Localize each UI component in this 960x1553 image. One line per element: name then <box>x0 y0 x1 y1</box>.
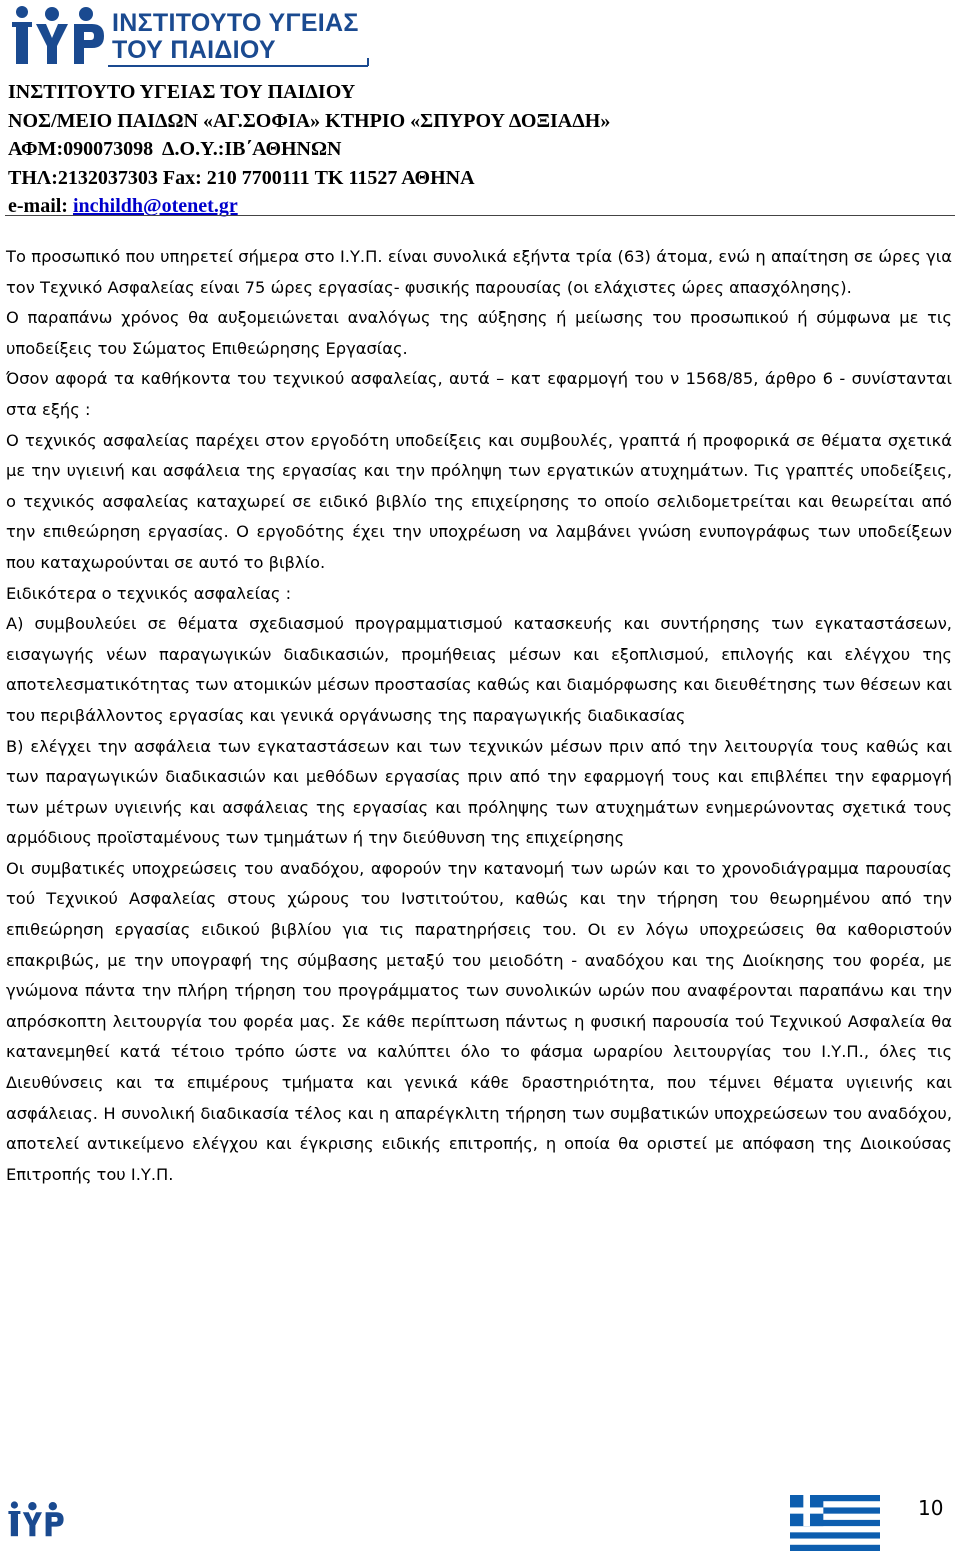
page-number: 10 <box>918 1496 944 1520</box>
paragraph: Όσον αφορά τα καθήκοντα του τεχνικού ασφαλείας, αυτά – κατ εφαρμογή του ν 1568/85, άρθρο 6 - συνίστανται στα εξής : <box>6 369 952 419</box>
header-divider <box>5 215 955 216</box>
email-link[interactable]: inchildh@otenet.gr <box>72 195 238 217</box>
paragraph: Ειδικότερα ο τεχνικός ασφαλείας : <box>6 583 292 603</box>
logo-name-line2: ΤΟΥ ΠΑΙΔΙΟΥ <box>112 36 276 64</box>
paragraph: Α) συμβουλεύει σε θέματα σχεδιασμού προγραμματισμού κατασκευής και συντήρησης των εγκαταστάσεων, εισαγωγής νέων παραγωγικών διαδικασιών, προμήθειας μέσων και εξοπλισμού, επιλογής και ελέγχου της αποτελεσματικότητας των ατομικών μέσων προστασίας καθώς και διαμόρφωσης και διευθέτησης των θέσεων και του περιβάλλοντος εργασίας και γενικά οργάνωσης της παραγωγικής διαδικασίας <box>6 614 952 725</box>
institute-address: ΝΟΣ/ΜΕΙΟ ΠΑΙΔΩΝ «ΑΓ.ΣΟΦΙΑ» ΚΤΗΡΙΟ «ΣΠΥΡΟΥ ΔΟΞΙΑΔΗ» <box>8 109 611 132</box>
paragraph: Ο τεχνικός ασφαλείας παρέχει στον εργοδότη υποδείξεις και συμβουλές, γραπτά ή προφορικά σε θέματα σχετικά με την υγιεινή και ασφάλεια της εργασίας και την πρόληψη των εργατικών ατυχημάτων. Τις γραπτές υποδείξεις, ο τεχνικός ασφαλείας καταχωρεί σε ειδικό βιβλίο της επιχείρησης το οποίο σελιδομετρείται και θεωρείται από την επιθεώρηση εργασίας. Ο εργοδότης έχει την υποχρέωση να λαμβάνει γνώση ενυπογράφως των υποδείξεων που καταχωρούνται σε αυτό το βιβλίο. <box>6 430 952 572</box>
email-label: e-mail: <box>8 195 73 217</box>
letterhead <box>8 78 948 221</box>
email-line <box>8 192 948 221</box>
iyp-footer-logo-icon <box>6 1494 66 1546</box>
document-body <box>6 242 952 1190</box>
paragraph: Το προσωπικό που υπηρετεί σήμερα στο Ι.Υ.Π. είναι συνολικά εξήντα τρία (63) άτομα, ενώ η απαίτηση σε ώρες για τον Τεχνικό Ασφαλείας είναι 75 ώρες εργασίας- φυσικής παρουσίας (οι ελάχιστες ώρες απασχόλησης). <box>6 247 952 297</box>
logo-name-line1: ΙΝΣΤΙΤΟΥΤΟ ΥΓΕΙΑΣ <box>112 9 359 37</box>
institute-logo <box>8 4 380 74</box>
paragraph: Β) ελέγχει την ασφάλεια των εγκαταστάσεων και των τεχνικών μέσων πριν από την λειτουργία τους καθώς και των παραγωγικών διαδικασιών και μεθόδων εργασίας πριν από την εφαρμογή τους και επιβλέπει την εφαρμογή των μέτρων υγιεινής και ασφάλειας της εργασίας και πρόληψης των ατυχημάτων ενημερώνοντας σχετικά τους αρμόδιους προϊσταμένους των τμημάτων ή την διεύθυνση της επιχείρησης <box>6 736 952 848</box>
paragraph: Οι συμβατικές υποχρεώσεις του αναδόχου, αφορούν την κατανομή των ωρών και το χρονοδιάγραμμα παρουσίας τού Τεχνικού Ασφαλείας στους χώρους του Ινστιτούτου, καθώς και την τήρηση του θεωρημένου από την επιθεώρηση εργασίας ειδικού βιβλίου για τις παρατηρήσεις του. Οι εν λόγω υποχρεώσεις θα καθοριστούν επακριβώς, με την υπογραφή της σύμβασης μεταξύ του μειοδότη - αναδόχου και της Διοίκησης του φορέα, με γνώμονα πάντα την πλήρη τήρηση του προγράμματος των συνολικών ωρών που αναφέρονται παραπάνω και την απρόσκοπτη λειτουργία του φορέα μας. Σε κάθε περίπτωση πάντως η φυσική παρουσία τού Τεχνικού Ασφαλεία θα κατανεμηθεί κατά τέτοιο τρόπο ώστε να καλύπτει όλο το φάσμα ωραρίου λειτουργίας του Ι.Υ.Π., όλες τις Διευθύνσεις και τα επιμέρους τμήματα και γενικά κάθε δραστηριότητα, που τέμνει θέματα υγιεινής και ασφάλειας. Η συνολική διαδικασία τέλος και η απαρέγκλιτη τήρηση των συμβατικών υποχρεώσεων του αναδόχου, αποτελεί αντικείμενο ελέγχου και έγκρισης ειδικής επιτροπής, η οποία θα οριστεί με απόφαση της Διοικούσας Επιτροπής του Ι.Υ.Π. <box>6 858 952 1184</box>
phone-info: ΤΗΛ:2132037303 Fax: 210 7700111 ΤΚ 11527 ΑΘΗΝΑ <box>8 166 475 189</box>
institute-name: ΙΝΣΤΙΤΟΥΤΟ ΥΓΕΙΑΣ ΤΟΥ ΠΑΙΔΙΟΥ <box>8 81 356 103</box>
greek-flag-icon <box>790 1495 880 1551</box>
iyp-logo-icon <box>8 4 108 70</box>
paragraph: Ο παραπάνω χρόνος θα αυξομειώνεται αναλόγως της αύξησης ή μείωσης του προσωπικού ή σύμφωνα με τις υποδείξεις του Σώματος Επιθεώρησης Εργασίας. <box>6 308 952 358</box>
logo-name <box>112 10 359 64</box>
tax-info: ΑΦΜ:090073098 Δ.Ο.Υ.:ΙΒ΄ΑΘΗΝΩΝ <box>8 138 342 160</box>
footer-logo <box>6 1494 66 1546</box>
